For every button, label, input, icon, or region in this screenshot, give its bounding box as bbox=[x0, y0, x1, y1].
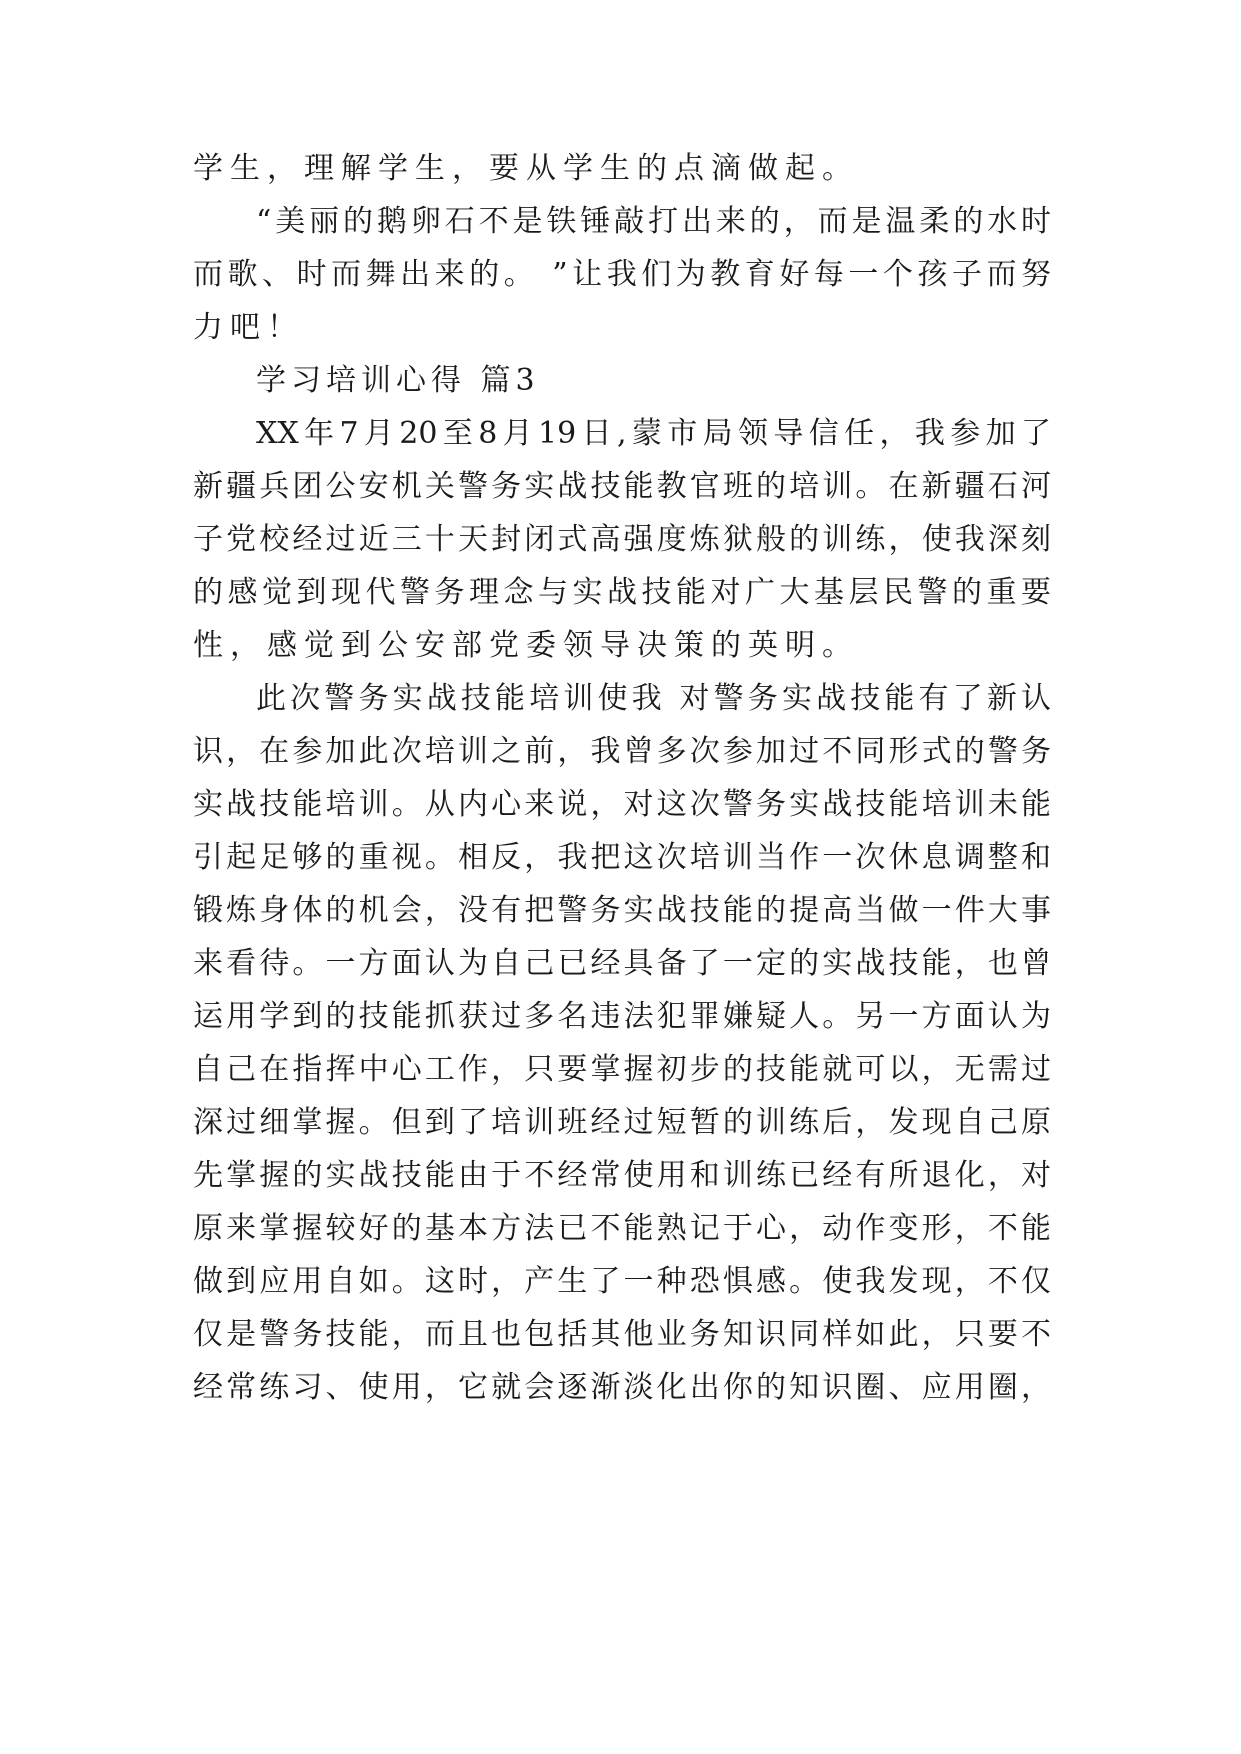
paragraph-line: 先掌握的实战技能由于不经常使用和训练已经有所退化，对 bbox=[193, 1158, 1051, 1193]
text-line bbox=[0, 457, 1241, 517]
text-line bbox=[0, 1305, 1241, 1365]
paragraph-line: 做到应用自如。这时，产生了一种恐惧感。使我发现，不仅 bbox=[193, 1264, 1051, 1299]
paragraph-line: 自己在指挥中心工作，只要掌握初步的技能就可以，无需过 bbox=[193, 1052, 1051, 1087]
text-line bbox=[0, 563, 1241, 623]
text-line bbox=[0, 139, 1241, 199]
text-line bbox=[0, 881, 1241, 941]
paragraph-line: 锻炼身体的机会，没有把警务实战技能的提高当做一件大事 bbox=[193, 893, 1051, 928]
text-line bbox=[0, 616, 1241, 676]
paragraph-end-line: 性，感觉到公安部党委领导决策的英明。 bbox=[193, 628, 859, 663]
paragraph-line: 实战技能培训。从内心来说，对这次警务实战技能培训未能 bbox=[193, 787, 1051, 822]
text-line bbox=[0, 828, 1241, 888]
paragraph-line: 经常练习、使用，它就会逐渐淡化出你的知识圈、应用圈， bbox=[193, 1370, 1051, 1405]
paragraph-line: 引起足够的重视。相反，我把这次培训当作一次休息调整和 bbox=[193, 840, 1051, 875]
paragraph-end-line: 力吧！ bbox=[193, 310, 304, 345]
paragraph-line: 而歌、时而舞出来的。 ”让我们为教育好每一个孩子而努 bbox=[193, 257, 1051, 292]
text-line bbox=[0, 1358, 1241, 1418]
paragraph-end-line: 学生，理解学生，要从学生的点滴做起。 bbox=[193, 151, 859, 186]
text-line bbox=[0, 1093, 1241, 1153]
paragraph-line: 来看待。一方面认为自己已经具备了一定的实战技能，也曾 bbox=[193, 946, 1051, 981]
text-line bbox=[0, 775, 1241, 835]
text-line bbox=[0, 404, 1241, 464]
text-line bbox=[0, 298, 1241, 358]
text-line bbox=[0, 192, 1241, 252]
text-line bbox=[0, 987, 1241, 1047]
text-line bbox=[0, 351, 1241, 411]
paragraph-line: 识，在参加此次培训之前，我曾多次参加过不同形式的警务 bbox=[193, 734, 1051, 769]
text-line bbox=[0, 1199, 1241, 1259]
paragraph-line: 新疆兵团公安机关警务实战技能教官班的培训。在新疆石河 bbox=[193, 469, 1051, 504]
paragraph-line: 子党校经过近三十天封闭式高强度炼狱般的训练，使我深刻 bbox=[193, 522, 1051, 557]
text-line bbox=[0, 245, 1241, 305]
text-line bbox=[0, 1252, 1241, 1312]
text-line bbox=[0, 1146, 1241, 1206]
paragraph-line: 运用学到的技能抓获过多名违法犯罪嫌疑人。另一方面认为 bbox=[193, 999, 1051, 1034]
text-line bbox=[0, 510, 1241, 570]
paragraph-line: 仅是警务技能，而且也包括其他业务知识同样如此，只要不 bbox=[193, 1317, 1051, 1352]
paragraph-line: 的感觉到现代警务理念与实战技能对广大基层民警的重要 bbox=[193, 575, 1051, 610]
text-line bbox=[0, 722, 1241, 782]
text-line bbox=[0, 669, 1241, 729]
paragraph-first-line: XX年7月20至8月19日,蒙市局领导信任，我参加了 bbox=[256, 416, 1051, 451]
section-heading: 学习培训心得 篇3 bbox=[256, 363, 540, 398]
text-line bbox=[0, 1040, 1241, 1100]
paragraph-first-line: “美丽的鹅卵石不是铁锤敲打出来的，而是温柔的水时 bbox=[256, 204, 1051, 239]
paragraph-line: 原来掌握较好的基本方法已不能熟记于心，动作变形，不能 bbox=[193, 1211, 1051, 1246]
text-line bbox=[0, 934, 1241, 994]
paragraph-first-line: 此次警务实战技能培训使我 对警务实战技能有了新认 bbox=[256, 681, 1051, 716]
paragraph-line: 深过细掌握。但到了培训班经过短暂的训练后，发现自己原 bbox=[193, 1105, 1051, 1140]
